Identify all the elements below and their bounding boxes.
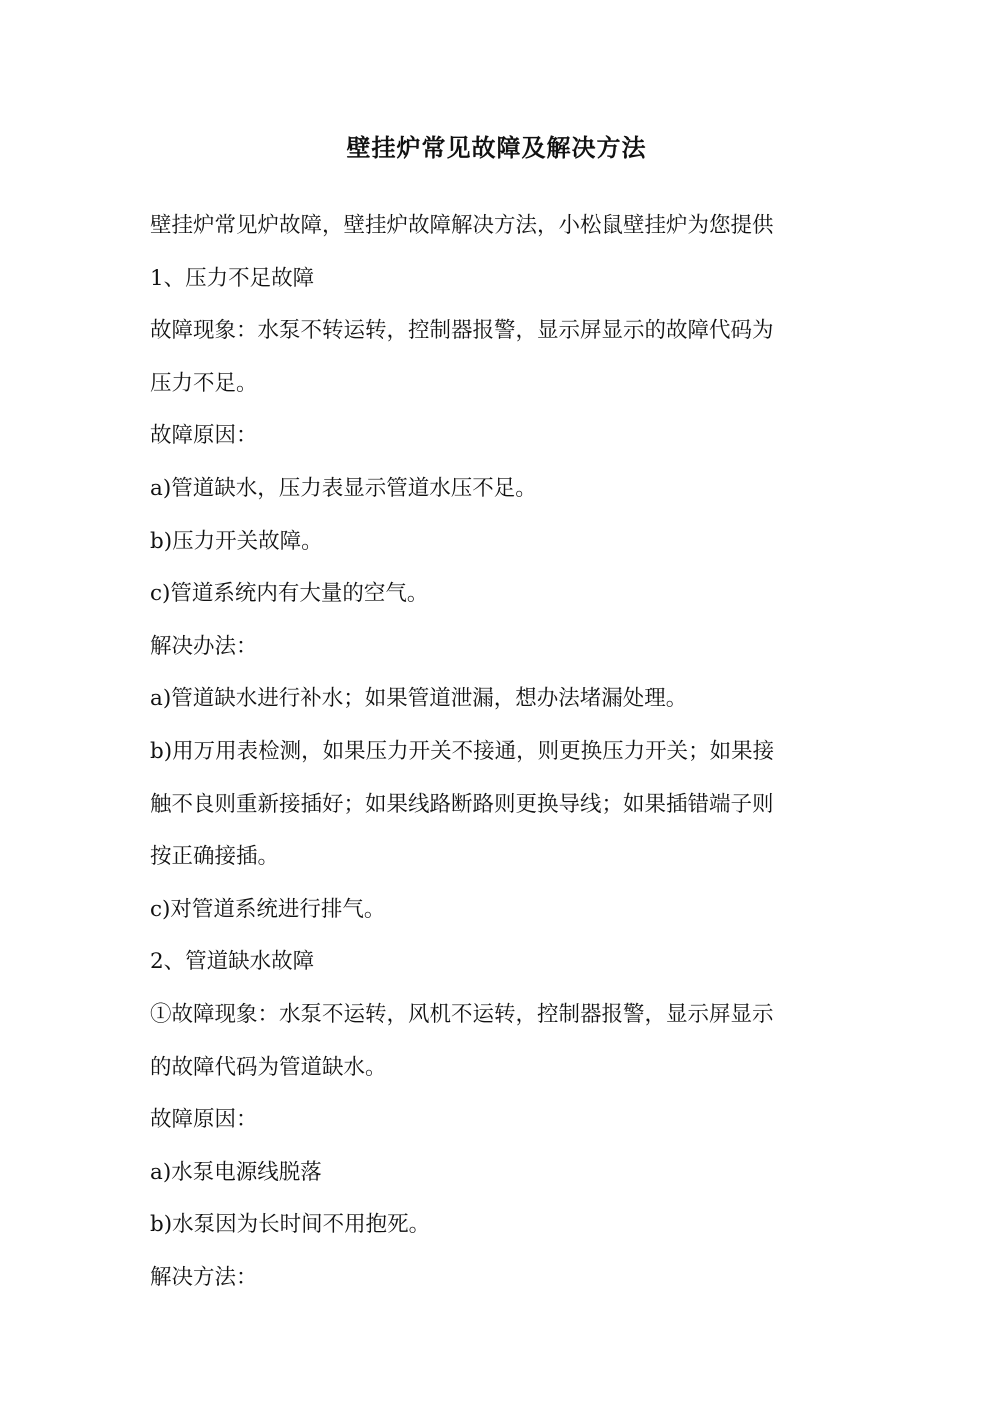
section-heading: 2、管道缺水故障	[150, 949, 315, 975]
list-item: c)管道系统内有大量的空气。	[150, 581, 429, 607]
list-item: b)水泵因为长时间不用抱死。	[150, 1212, 431, 1238]
list-item: b)用万用表检测，如果压力开关不接通，则更换压力开关；如果接	[150, 738, 775, 764]
list-item: b)压力开关故障。	[150, 528, 323, 554]
list-item: a)水泵电源线脱落	[150, 1159, 322, 1185]
list-item: c)对管道系统进行排气。	[150, 896, 386, 922]
paragraph-line: 的故障代码为管道缺水。	[150, 1054, 387, 1080]
list-item: 按正确接插。	[150, 844, 280, 870]
section-heading: 1、压力不足故障	[150, 265, 315, 291]
document-title: 壁挂炉常见故障及解决方法	[346, 133, 647, 162]
paragraph-line: ①故障现象：水泵不运转，风机不运转，控制器报警，显示屏显示	[150, 1001, 774, 1027]
list-item: a)管道缺水进行补水；如果管道泄漏，想办法堵漏处理。	[150, 686, 688, 712]
list-item: a)管道缺水，压力表显示管道水压不足。	[150, 475, 537, 501]
paragraph-line: 故障现象：水泵不转运转，控制器报警，显示屏显示的故障代码为	[150, 318, 774, 344]
subheading: 解决办法：	[150, 633, 258, 659]
intro-paragraph: 壁挂炉常见炉故障，壁挂炉故障解决方法，小松鼠壁挂炉为您提供	[150, 213, 774, 238]
list-item: 触不良则重新接插好；如果线路断路则更换导线；如果插错端子则	[150, 791, 774, 817]
subheading: 故障原因：	[150, 423, 258, 449]
subheading: 故障原因：	[150, 1107, 258, 1133]
subheading: 解决方法：	[150, 1264, 258, 1290]
paragraph-line: 压力不足。	[150, 370, 258, 396]
document-body	[150, 200, 830, 1304]
